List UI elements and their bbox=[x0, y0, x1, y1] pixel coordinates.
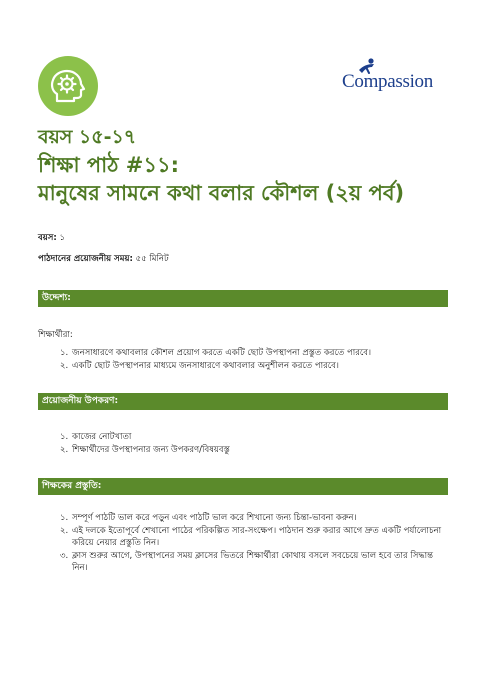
list-item bbox=[38, 550, 448, 574]
list-item bbox=[38, 360, 448, 372]
list-item bbox=[38, 444, 448, 456]
list-number: ১. bbox=[60, 513, 69, 523]
list-text: ক্লাস শুরুর আগে, উপস্থাপনের সময় ক্লাসের ভিতরে শিক্ষার্থীরা কোথায় বসলে সবচেয়ে ভাল হবে তার সিদ্ধান্ত নিন। bbox=[72, 551, 433, 573]
objectives-list bbox=[38, 347, 448, 373]
list-text: একটি ছোট উপস্থাপনার মাধ্যমে জনসাধারণে কথাবলার অনুশীলন করতে পারবে। bbox=[72, 361, 339, 371]
time-label: পাঠদানের প্রয়োজনীয় সময়: bbox=[38, 254, 133, 264]
lesson-topic-title: মানুষের সামনে কথা বলার কৌশল (২য় পর্ব) bbox=[38, 181, 405, 205]
list-text: কাজের নোটখাতা bbox=[72, 432, 132, 442]
age-label: বয়স: bbox=[38, 233, 57, 243]
list-text: জনসাধারণে কথাবলার কৌশল প্রয়োগ করতে একটি ছোট উপস্থাপনা প্রস্তুত করতে পারবে। bbox=[72, 348, 372, 358]
list-text: এই দলকে ইতোপূর্বে শেখানো পাঠের পরিকল্পিত সার-সংক্ষেপ। পাঠদান শুরু করার আগে দ্রুত একটি পর্যালোচনা করিয়ে নেয়ার প্রস্তুতি নিন। bbox=[72, 526, 442, 548]
logo-text: Compassion bbox=[342, 71, 433, 92]
list-number: ১. bbox=[60, 432, 69, 442]
preparation-heading: শিক্ষকের প্রস্তুতি: bbox=[38, 478, 448, 495]
list-number: ৩. bbox=[60, 551, 69, 561]
list-item bbox=[38, 347, 448, 359]
list-number: ১. bbox=[60, 348, 69, 358]
objectives-intro: শিক্ষার্থীরা: bbox=[38, 330, 73, 340]
compassion-logo bbox=[342, 58, 452, 98]
age-range-title: বয়স ১৫-১৭ bbox=[38, 126, 137, 148]
materials-list bbox=[38, 431, 448, 457]
list-item bbox=[38, 431, 448, 443]
list-text: শিক্ষার্থীদের উপস্থাপনার জন্য উপকরণ/বিষয়বস্তু bbox=[72, 445, 230, 455]
list-number: ২. bbox=[60, 361, 69, 371]
preparation-list bbox=[38, 512, 448, 575]
list-text: সম্পূর্ণ পাঠটি ভাল করে পড়ুন এবং পাঠটি ভাল করে শিখানো জন্য চিন্তা-ভাবনা করুন। bbox=[72, 513, 357, 523]
list-number: ২. bbox=[60, 445, 69, 455]
list-item bbox=[38, 512, 448, 524]
objectives-heading: উদ্দেশ্য: bbox=[38, 290, 448, 307]
list-item bbox=[38, 525, 448, 549]
list-number: ২. bbox=[60, 526, 69, 536]
age-meta bbox=[38, 231, 65, 245]
time-value: ৫৫ মিনিট bbox=[132, 254, 169, 264]
lesson-number-title: শিক্ষা পাঠ #১১: bbox=[38, 153, 179, 177]
age-value: ১ bbox=[56, 233, 65, 243]
time-meta bbox=[38, 252, 169, 266]
head-gear-icon bbox=[38, 56, 98, 116]
materials-heading: প্রয়োজনীয় উপকরণ: bbox=[38, 393, 448, 410]
